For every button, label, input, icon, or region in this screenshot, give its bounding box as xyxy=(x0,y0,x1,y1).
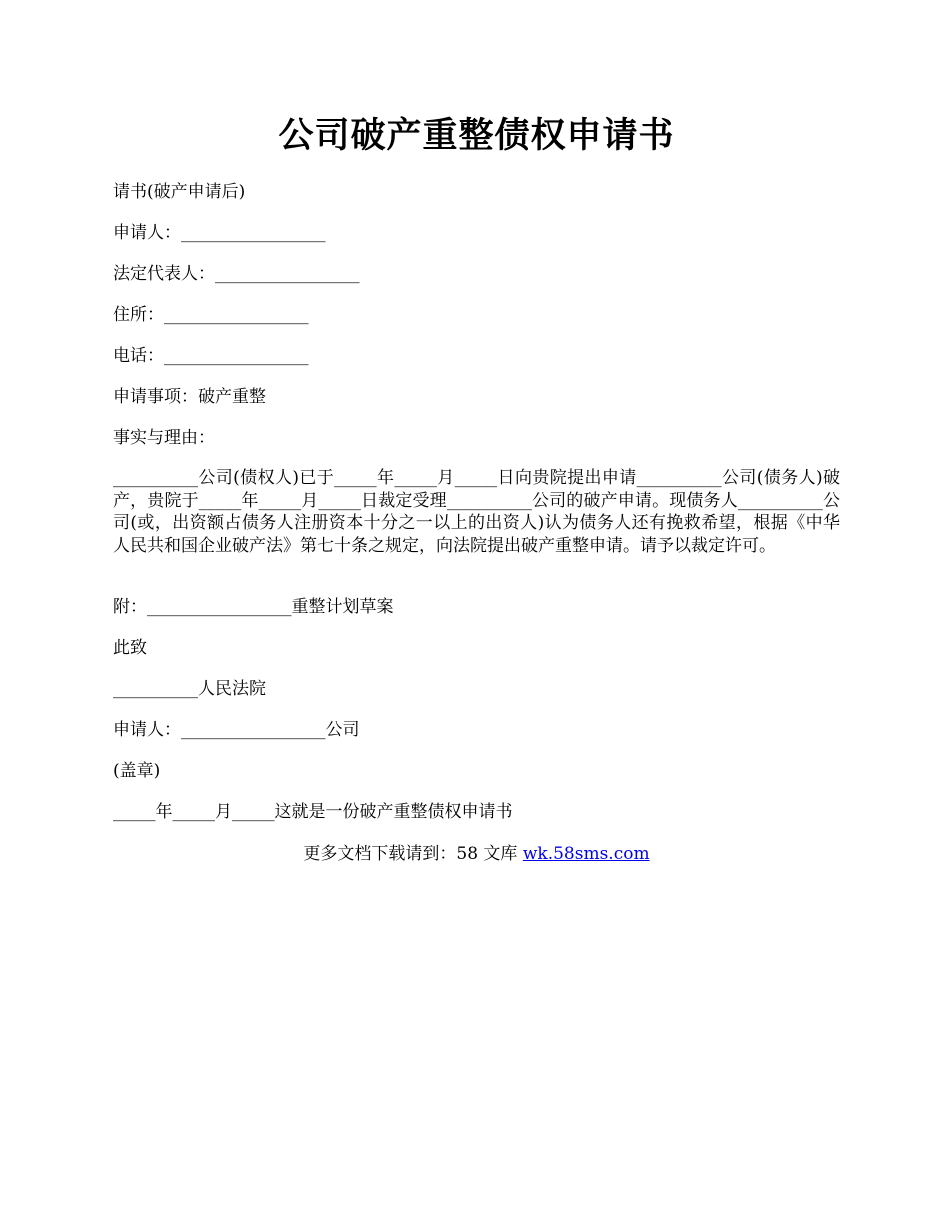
facts-reasons-paragraph: __________公司(债权人)已于_____年_____月_____日向贵院提出申请__________公司(债务人)破产，贵院于_____年_____月_____日裁定受理__________公司的破产申请。现债务人__________公司(或，出资额占债务人注册资本十分之一以上的出资人)认为债务人还有挽救希望，根据《中华人民共和国企业破产法》第七十条之规定，向法院提出破产重整申请。请予以裁定许可。 xyxy=(113,468,840,556)
attachment-line: 附：_________________重整计划草案 xyxy=(113,597,394,617)
facts-reasons-heading: 事实与理由： xyxy=(113,428,215,448)
footer-link[interactable]: wk.58sms.com xyxy=(522,844,650,864)
footer xyxy=(113,843,840,865)
date-line: _____年_____月_____这就是一份破产重整债权申请书 xyxy=(113,802,513,822)
document-title: 公司破产重整债权申请书 xyxy=(278,115,675,156)
court-line: __________人民法院 xyxy=(113,679,266,699)
applicant-line: 申请人：_________________ xyxy=(113,223,326,243)
salutation-line: 此致 xyxy=(113,638,147,658)
address-line: 住所：_________________ xyxy=(113,305,309,325)
phone-line: 电话：_________________ xyxy=(113,346,309,366)
subtitle-line: 请书(破产申请后) xyxy=(113,182,246,202)
applicant-signature-line: 申请人：_________________公司 xyxy=(113,720,360,740)
application-matter-line: 申请事项：破产重整 xyxy=(113,387,266,407)
legal-representative-line: 法定代表人：_________________ xyxy=(113,264,360,284)
footer-text: 更多文档下载请到：58 文库 xyxy=(303,844,523,864)
seal-line: (盖章) xyxy=(113,761,161,781)
